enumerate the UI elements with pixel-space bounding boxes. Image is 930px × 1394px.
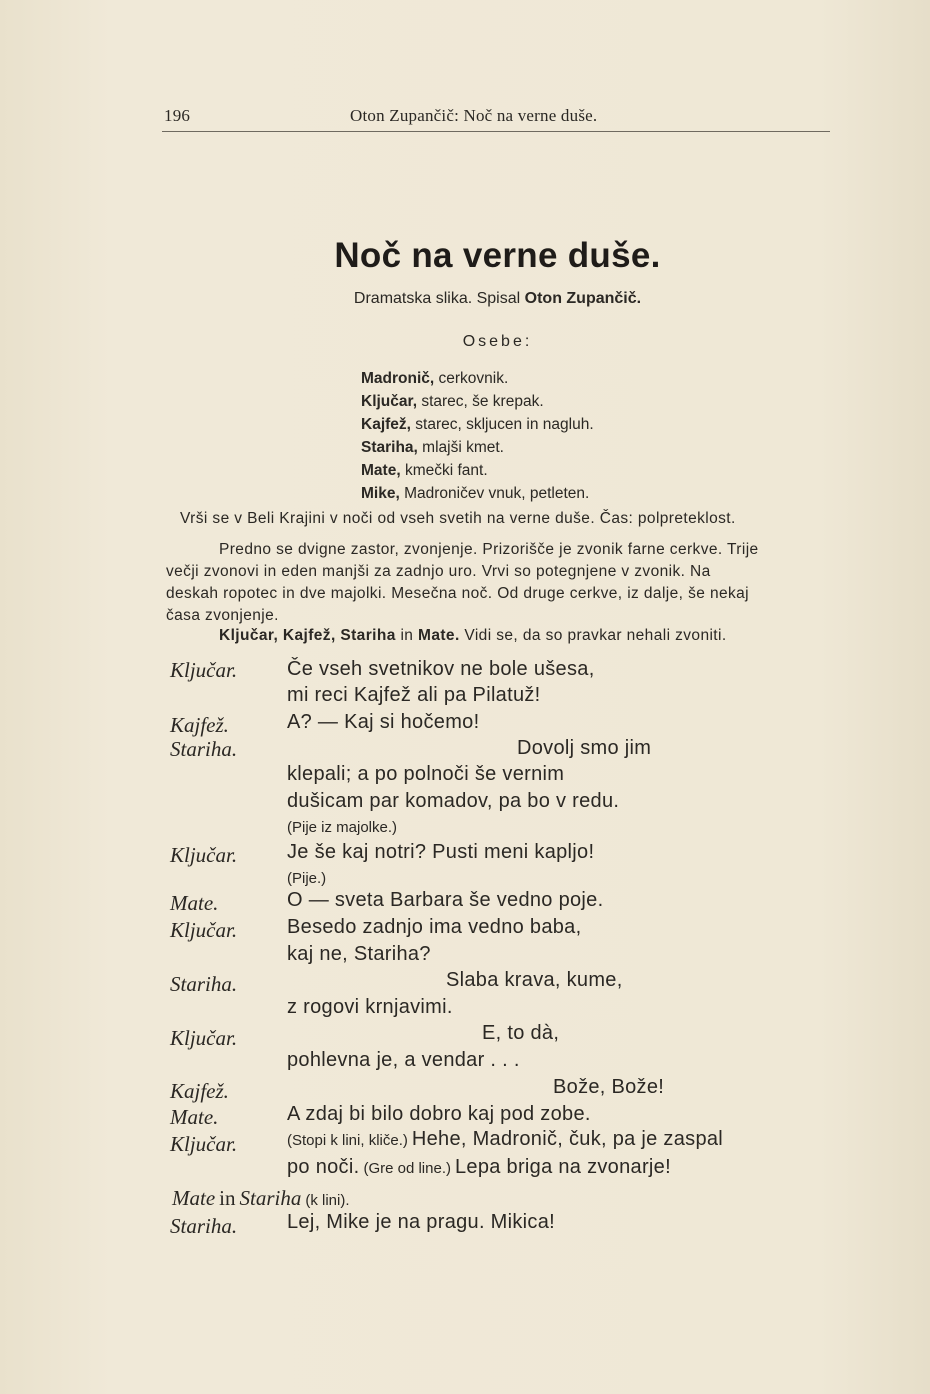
cast-heading: Osebe: [462, 333, 533, 350]
verse-line: Dovolj smo jim [517, 737, 652, 759]
speaker-label: Mate [172, 1186, 216, 1210]
cast-name: Ključar, [361, 393, 417, 410]
cast-desc: Madroničev vnuk, petleten. [404, 485, 590, 502]
verse-line: Lej, Mike je na pragu. Mikica! [287, 1211, 556, 1233]
speaker-label: Stariha. [170, 972, 238, 996]
page-number: 196 [164, 106, 191, 125]
verse-line: pohlevna je, a vendar . . . [287, 1049, 520, 1071]
cast-item [361, 370, 508, 388]
stage-note: (Pije iz majolke.) [287, 819, 398, 836]
cast-name: Stariha, [361, 439, 418, 456]
verse-line: E, to dà, [482, 1022, 560, 1044]
cast-desc: starec, skljucen in nagluh. [415, 416, 594, 433]
cast-desc: kmečki fant. [404, 462, 488, 479]
cast-item [361, 439, 504, 457]
stage-rest: Vidi se, da so pravkar nehali zvoniti. [464, 627, 727, 644]
speaker-label: Mate. [170, 1105, 219, 1129]
speaker-label: Kajfež. [170, 713, 229, 737]
stage-direction-line: večji zvonovi in eden manjši za zadnjo uro. Vrvi so potegnjene v zvonik. Na [166, 563, 711, 580]
speaker-label: Ključar. [170, 1132, 238, 1156]
cast-desc: cerkovnik. [438, 370, 509, 387]
verse-line: O — sveta Barbara še vedno poje. [287, 889, 604, 911]
stage-direction-line: Predno se dvigne zastor, zvonjenje. Prizorišče je zvonik farne cerkve. Trije [219, 541, 759, 558]
verse-text: po noči. [287, 1156, 360, 1178]
stage-conj: in [400, 627, 414, 644]
speaker-label: Stariha. [170, 737, 238, 761]
cast-item [361, 485, 589, 503]
stage-note: (Pije.) [287, 870, 327, 887]
verse-text: Lepa briga na zvonarje! [455, 1156, 671, 1178]
verse-line: z rogovi krnjavimi. [287, 996, 453, 1018]
stage-direction-line: časa zvonjenje. [166, 607, 279, 624]
stage-note: (k lini). [305, 1192, 350, 1209]
verse-line [287, 1156, 671, 1179]
speaker-conj: in [219, 1186, 236, 1210]
stage-note: (Gre od line.) [363, 1160, 451, 1177]
cast-item [361, 393, 544, 411]
cast-desc: starec, še krepak. [421, 393, 544, 410]
speaker-label: Mate. [170, 891, 219, 915]
cast-desc: mlajši kmet. [422, 439, 504, 456]
subtitle-prefix: Dramatska slika. Spisal [353, 290, 521, 307]
stage-direction-line: deskah ropotec in dve majolki. Mesečna noč. Od druge cerkve, iz dalje, še nekaj [166, 585, 749, 602]
verse-line: Je še kaj notri? Pusti meni kapljo! [287, 841, 595, 863]
cast-name: Mate, [361, 462, 401, 479]
verse-line [287, 1128, 723, 1151]
play-title: Noč na verne duše. [334, 236, 661, 275]
verse-text: Hehe, Madronič, čuk, pa je zaspal [411, 1128, 724, 1150]
stage-direction-line [219, 627, 727, 645]
stage-name: Mate. [418, 627, 460, 644]
cast-name: Kajfež, [361, 416, 411, 433]
running-title: Oton Zupančič: Noč na verne duše. [350, 106, 598, 125]
verse-line: Slaba krava, kume, [446, 969, 623, 991]
verse-line: kaj ne, Stariha? [287, 943, 431, 965]
verse-line: klepali; a po polnoči še vernim [287, 763, 565, 785]
verse-line: Če vseh svetnikov ne bole ušesa, [287, 658, 595, 680]
stage-names: Ključar, Kajfež, Stariha [219, 627, 396, 644]
speaker-line [172, 1186, 350, 1211]
verse-line: Bože, Bože! [553, 1076, 665, 1098]
subtitle [0, 290, 930, 308]
setting-line: Vrši se v Beli Krajini v noči od vseh svetih na verne duše. Čas: polpreteklost. [180, 510, 736, 527]
cast-item [361, 416, 594, 434]
speaker-label: Ključar. [170, 658, 238, 682]
verse-line: mi reci Kajfež ali pa Pilatuž! [287, 684, 541, 706]
stage-note: (Stopi k lini, kliče.) [287, 1132, 408, 1149]
cast-name: Mike, [361, 485, 400, 502]
speaker-label: Ključar. [170, 1026, 238, 1050]
speaker-label: Stariha. [170, 1214, 238, 1238]
speaker-label: Stariha [239, 1186, 302, 1210]
verse-line: A? — Kaj si hočemo! [287, 711, 480, 733]
verse-line: Besedo zadnjo ima vedno baba, [287, 916, 582, 938]
cast-item [361, 462, 488, 480]
author-name: Oton Zupančič. [524, 290, 642, 307]
verse-line: dušicam par komadov, pa bo v redu. [287, 790, 620, 812]
header-rule [162, 131, 830, 132]
verse-line: A zdaj bi bilo dobro kaj pod zobe. [287, 1103, 591, 1125]
speaker-label: Kajfež. [170, 1079, 229, 1103]
cast-name: Madronič, [361, 370, 435, 387]
speaker-label: Ključar. [170, 843, 238, 867]
speaker-label: Ključar. [170, 918, 238, 942]
